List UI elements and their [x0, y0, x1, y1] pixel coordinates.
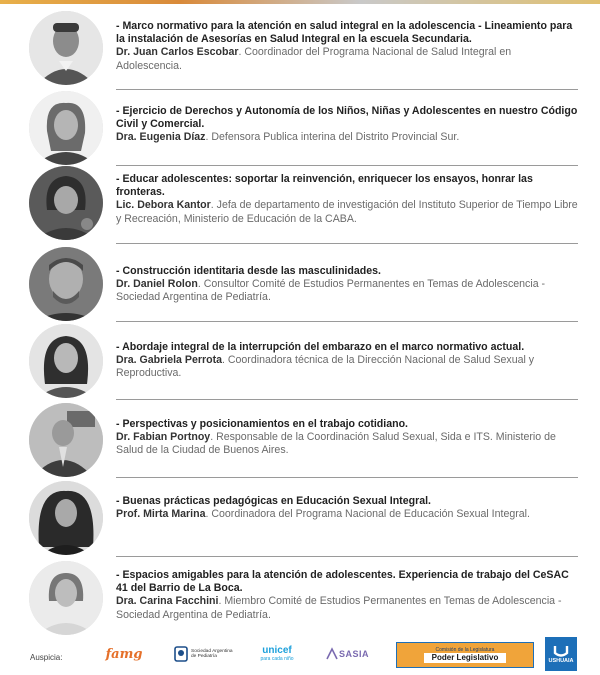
speaker-row: [0, 557, 600, 637]
talk-title: - Perspectivas y posicionamientos en el trabajo cotidiano.: [116, 418, 409, 430]
speaker-name: Dra. Carina Facchini: [116, 595, 219, 608]
speaker-name: Dr. Daniel Rolon: [116, 278, 198, 291]
sasia-emblem-icon: [325, 647, 339, 661]
speaker-name: Dr. Fabian Portnoy: [116, 431, 211, 444]
speaker-role: . Responsable de la Coordinación Salud Sexual, Sida e ITS. Ministerio de Salud de la Ciudad de Buenos Aires.: [116, 431, 556, 457]
sponsors-footer: [0, 634, 600, 675]
speaker-role: . Miembro Comité de Estudios Permanentes en Temas de Adolescencia - Sociedad Argentina de Pediatría.: [116, 595, 562, 621]
sponsors-label: Auspicia:: [30, 653, 63, 662]
speaker-name: Dra. Eugenia Díaz: [116, 131, 206, 144]
speaker-name: Dra. Gabriela Perrota: [116, 354, 222, 367]
speaker-row: [0, 8, 600, 88]
famg-logo: famg: [105, 646, 143, 662]
speaker-row: [0, 478, 600, 557]
speaker-role: . Defensora Publica interina del Distrito Provincial Sur.: [205, 131, 460, 144]
speaker-photo-portnoy: [29, 403, 103, 477]
speaker-photo-kantor: [29, 166, 103, 240]
unicef-logo: unicef para cada niño: [260, 645, 294, 662]
speaker-row: [0, 88, 600, 164]
speaker-row: [0, 400, 600, 478]
speaker-role: . Jefa de departamento de investigación del Instituto Superior de Tiempo Libre y Recreación, Ministerio de Educación de la CABA.: [116, 199, 578, 225]
speaker-list: [0, 8, 600, 637]
speaker-photo-marina: [29, 481, 103, 555]
talk-title: - Educar adolescentes: soportar la reinvención, enriquecer los ensayos, honrar las fronteras.: [116, 173, 533, 199]
speaker-role: . Coordinadora del Programa Nacional de Educación Sexual Integral.: [205, 508, 530, 521]
speaker-row: [0, 164, 600, 244]
ushuaia-logo: USHUAIA: [545, 637, 577, 671]
ushuaia-emblem-icon: [553, 644, 569, 658]
speaker-row: [0, 322, 600, 400]
speaker-role: . Consultor Comité de Estudios Permanentes en Temas de Adolescencia - Sociedad Argentina de Pediatría.: [116, 278, 546, 304]
speaker-role: . Coordinadora técnica de la Dirección Nacional de Salud Sexual y Reproductiva.: [116, 354, 535, 380]
speaker-photo-perrota: [29, 324, 103, 398]
speaker-photo-facchini: [29, 561, 103, 635]
sasia-logo: SASIA: [320, 640, 374, 668]
talk-title: - Abordaje integral de la interrupción del embarazo en el marco normativo actual.: [116, 341, 525, 353]
poder-legislativo-logo: Comisión de la Legislatura Poder Legislativo: [396, 642, 534, 668]
speaker-name: Prof. Mirta Marina: [116, 508, 206, 521]
speaker-name: Lic. Debora Kantor: [116, 199, 211, 212]
talk-title: - Marco normativo para la atención en salud integral en la adolescencia - Lineamiento para la instalación de Asesorías en Salud Integral en la escuela Secundaria.: [116, 20, 573, 46]
sap-emblem-icon: [174, 646, 188, 662]
sap-logo: Sociedad Argentina de Pediatría: [174, 640, 238, 668]
speaker-photo-rolon: [29, 247, 103, 321]
speaker-name: Dr. Juan Carlos Escobar: [116, 46, 239, 59]
talk-title: - Buenas prácticas pedagógicas en Educación Sexual Integral.: [116, 495, 431, 507]
speaker-photo-diaz: [29, 91, 103, 165]
talk-title: - Espacios amigables para la atención de adolescentes. Experiencia de trabajo del CeSAC 41 del Barrio de La Boca.: [116, 569, 569, 595]
talk-title: - Ejercicio de Derechos y Autonomía de los Niños, Niñas y Adolescentes en nuestro Código Civil y Comercial.: [116, 105, 578, 131]
speaker-photo-escobar: [29, 11, 103, 85]
speaker-row: [0, 244, 600, 322]
speaker-role: . Coordinador del Programa Nacional de Salud Integral en Adolescencia.: [116, 46, 512, 72]
talk-title: - Construcción identitaria desde las masculinidades.: [116, 265, 381, 277]
top-accent-bar: [0, 0, 600, 4]
